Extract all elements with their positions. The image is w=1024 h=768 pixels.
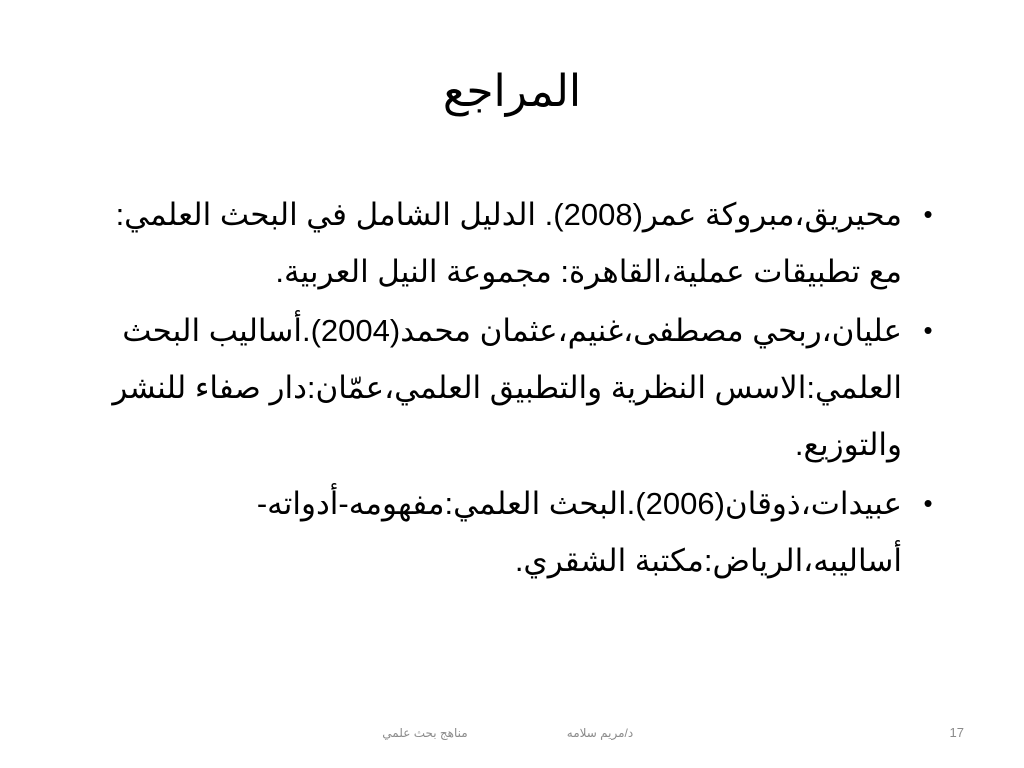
bullet-icon: •: [923, 199, 933, 229]
bullet-icon: •: [923, 315, 933, 345]
reference-item: [90, 302, 938, 473]
reference-text: عليان،ربحي مصطفى،غنيم،عثمان محمد(2004).أساليب البحث العلمي:الاسس النظرية والتطبيق العلمي،عمّان:دار صفاء للنشر والتوزيع.: [112, 313, 902, 462]
bullet-icon: •: [923, 488, 933, 518]
reference-text: عبيدات،ذوقان(2006).البحث العلمي:مفهومه-أدواته-أساليبه،الرياض:مكتبة الشقري.: [256, 486, 902, 578]
slide-title: المراجع: [442, 67, 582, 116]
footer-course-name: مناهج بحث علمي: [382, 726, 468, 740]
footer-author: د/مريم سلامه: [566, 726, 634, 740]
reference-text: محيريق،مبروكة عمر(2008). الدليل الشامل في البحث العلمي: مع تطبيقات عملية،القاهرة: مجموعة النيل العربية.: [115, 197, 902, 289]
references-list: [90, 186, 938, 589]
reference-item: [90, 475, 938, 589]
reference-item: [90, 186, 938, 300]
references-content: [90, 186, 938, 591]
page-number: 17: [949, 725, 964, 740]
